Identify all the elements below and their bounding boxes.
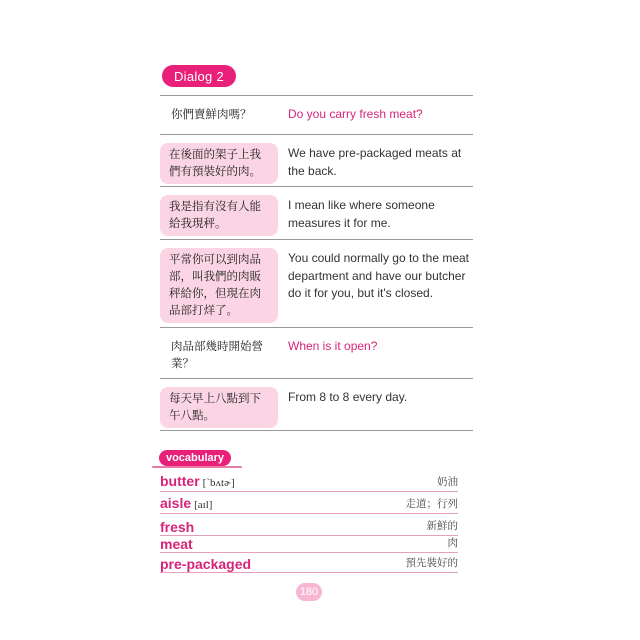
- vocab-item: [160, 536, 458, 553]
- vocab-item: [160, 514, 458, 536]
- vocab-word: pre-packaged: [160, 556, 252, 572]
- vocabulary-list: [160, 472, 458, 573]
- dialog-table: [160, 95, 473, 431]
- vocab-meaning: 走道；行列: [405, 498, 458, 510]
- dialog-label: Dialog 2: [162, 65, 236, 87]
- vocab-ipa: [ˋbʌtɚ]: [202, 477, 235, 489]
- dialog-en: We have pre-packaged meats at the back.: [288, 146, 462, 178]
- vocab-word: meat: [160, 536, 193, 552]
- dialog-zh: 肉品部幾時開始營業？: [171, 339, 263, 370]
- vocab-item: [160, 472, 458, 492]
- dialog-en: From 8 to 8 every day.: [288, 390, 408, 404]
- dialog-row: [160, 328, 473, 379]
- dialog-en: When is it open?: [288, 339, 378, 353]
- vocab-meaning: 預先裝好的: [405, 557, 458, 569]
- vocabulary-label: vocabulary: [159, 450, 231, 466]
- dialog-zh: 我是指有沒有人能給我現秤。: [160, 195, 278, 236]
- dialog-zh: 每天早上八點到下午八點。: [160, 387, 278, 428]
- dialog-en: Do you carry fresh meat?: [288, 107, 423, 121]
- dialog-row: [160, 187, 473, 240]
- dialog-row: [160, 240, 473, 328]
- vocab-meaning: 新鮮的: [426, 520, 458, 532]
- vocab-word: butter: [160, 473, 200, 489]
- vocab-item: [160, 553, 458, 573]
- vocabulary-underline: [152, 466, 242, 468]
- dialog-row: [160, 96, 473, 135]
- vocab-ipa: [aɪl]: [194, 499, 213, 511]
- dialog-zh: 在後面的架子上我們有預裝好的肉。: [160, 143, 278, 184]
- dialog-zh: 你們賣鮮肉嗎？: [171, 107, 252, 121]
- dialog-zh: 平常你可以到肉品部，叫我們的肉販秤給你，但現在肉品部打烊了。: [160, 248, 278, 323]
- dialog-en: I mean like where someone measures it for me.: [288, 198, 435, 230]
- dialog-row: [160, 135, 473, 187]
- vocab-word: fresh: [160, 519, 195, 535]
- page-number: 180: [296, 583, 322, 601]
- dialog-row: [160, 379, 473, 431]
- vocab-item: [160, 492, 458, 514]
- dialog-en: You could normally go to the meat department and have our butcher do it for you, but it's closed.: [288, 251, 470, 300]
- vocab-meaning: 奶油: [437, 476, 458, 488]
- vocab-meaning: 肉: [447, 537, 458, 549]
- vocab-word: aisle: [160, 495, 192, 511]
